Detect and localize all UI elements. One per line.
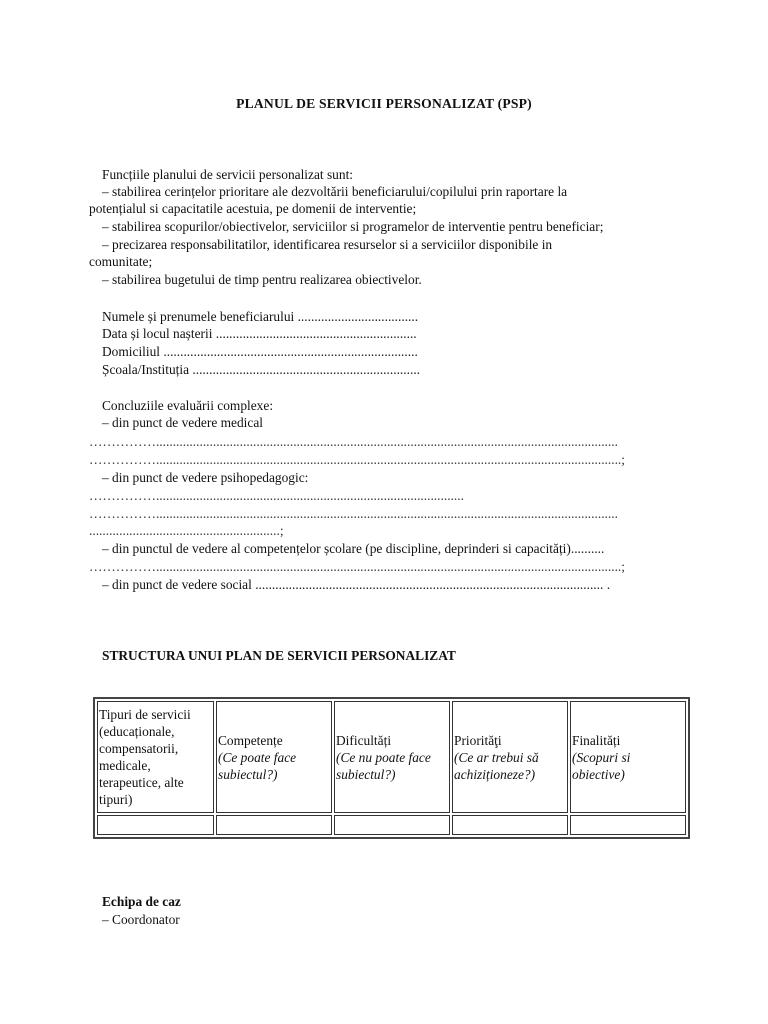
function-item-1-cont: potențialul si capacitatile acestuia, pe domenii de interventie; (89, 201, 417, 216)
header-difficulties-subtitle: (Ce nu poate face subiectul?) (336, 749, 431, 782)
function-item-1: – stabilirea cerințelor prioritare ale dezvoltării beneficiarului/copilului prin raportare la (102, 184, 568, 199)
header-competences-label: Competențe (218, 732, 283, 748)
header-competences-subtitle: (Ce poate face subiectul?) (218, 749, 297, 782)
function-item-4: – stabilirea bugetului de timp pentru realizarea obiectivelor. (102, 272, 422, 287)
header-service-types-label: Tipuri de servicii (educaționale, compensatorii, medicale, terapeutice, alte tipuri) (99, 707, 191, 807)
header-service-types (97, 701, 214, 813)
table-cell-difficulties[interactable] (334, 815, 450, 835)
table-header-row (97, 701, 686, 813)
conclusions-heading: Concluziile evaluării complexe: (102, 398, 274, 413)
function-item-3-cont: comunitate; (89, 254, 153, 269)
psycho-dots-line-2: …………….......................................................................................................................................... (89, 506, 618, 521)
case-team-heading: Echipa de caz (102, 894, 181, 909)
header-priorities-label: Priorităţi (454, 732, 502, 748)
header-difficulties-label: Dificultăți (336, 732, 392, 748)
header-priorities (452, 701, 568, 813)
structure-heading: STRUCTURA UNUI PLAN DE SERVICII PERSONALIZAT (102, 648, 456, 663)
psycho-dots-line-3: .........................................................; (89, 523, 284, 538)
table-row (97, 815, 686, 835)
header-competences (216, 701, 332, 813)
psycho-dots-line-1: ……………............................................................................................ (89, 488, 464, 503)
header-finalities-subtitle: (Scopuri si obiective) (572, 749, 631, 782)
document-title: PLANUL DE SERVICII PERSONALIZAT (PSP) (236, 96, 532, 111)
services-plan-table (93, 697, 690, 839)
conclusion-psychopedagogic: – din punct de vedere psihopedagogic: (102, 470, 309, 485)
medical-dots-line-2: ……………...........................................................................................................................................; (89, 452, 625, 467)
case-team-coordinator: – Coordonator (102, 912, 180, 927)
function-item-2: – stabilirea scopurilor/obiectivelor, serviciilor si programelor de interventie pentru beneficiar; (102, 219, 604, 234)
field-domicile: Domiciliul ............................................................................ (102, 344, 418, 359)
field-school: Școala/Instituția .................................................................... (102, 362, 421, 377)
header-finalities (570, 701, 686, 813)
school-dots-line: ……………...........................................................................................................................................; (89, 559, 625, 574)
conclusion-social: – din punct de vedere social ........................................................................................................ . (102, 577, 611, 592)
conclusion-school-competences: – din punctul de vedere al competențelor școlare (pe discipline, deprinderi si capacități).......... (102, 541, 605, 556)
table-cell-finalities[interactable] (570, 815, 686, 835)
medical-dots-line-1: …………….......................................................................................................................................... (89, 434, 618, 449)
header-finalities-label: Finalități (572, 732, 621, 748)
header-priorities-subtitle: (Ce ar trebui să achiziționeze?) (454, 749, 539, 782)
field-birth-date-place: Data și locul nașterii ............................................................ (102, 326, 417, 341)
function-item-3: – precizarea responsabilitatilor, identificarea resurselor si a serviciilor disponibile in (102, 237, 553, 252)
table-cell-competences[interactable] (216, 815, 332, 835)
header-difficulties (334, 701, 450, 813)
functions-intro: Funcțiile planului de servicii personalizat sunt: (102, 167, 354, 182)
field-beneficiary-name: Numele și prenumele beneficiarului .................................... (102, 309, 419, 324)
conclusion-medical: – din punct de vedere medical (102, 415, 263, 430)
table-cell-priorities[interactable] (452, 815, 568, 835)
table-cell-service-types[interactable] (97, 815, 214, 835)
